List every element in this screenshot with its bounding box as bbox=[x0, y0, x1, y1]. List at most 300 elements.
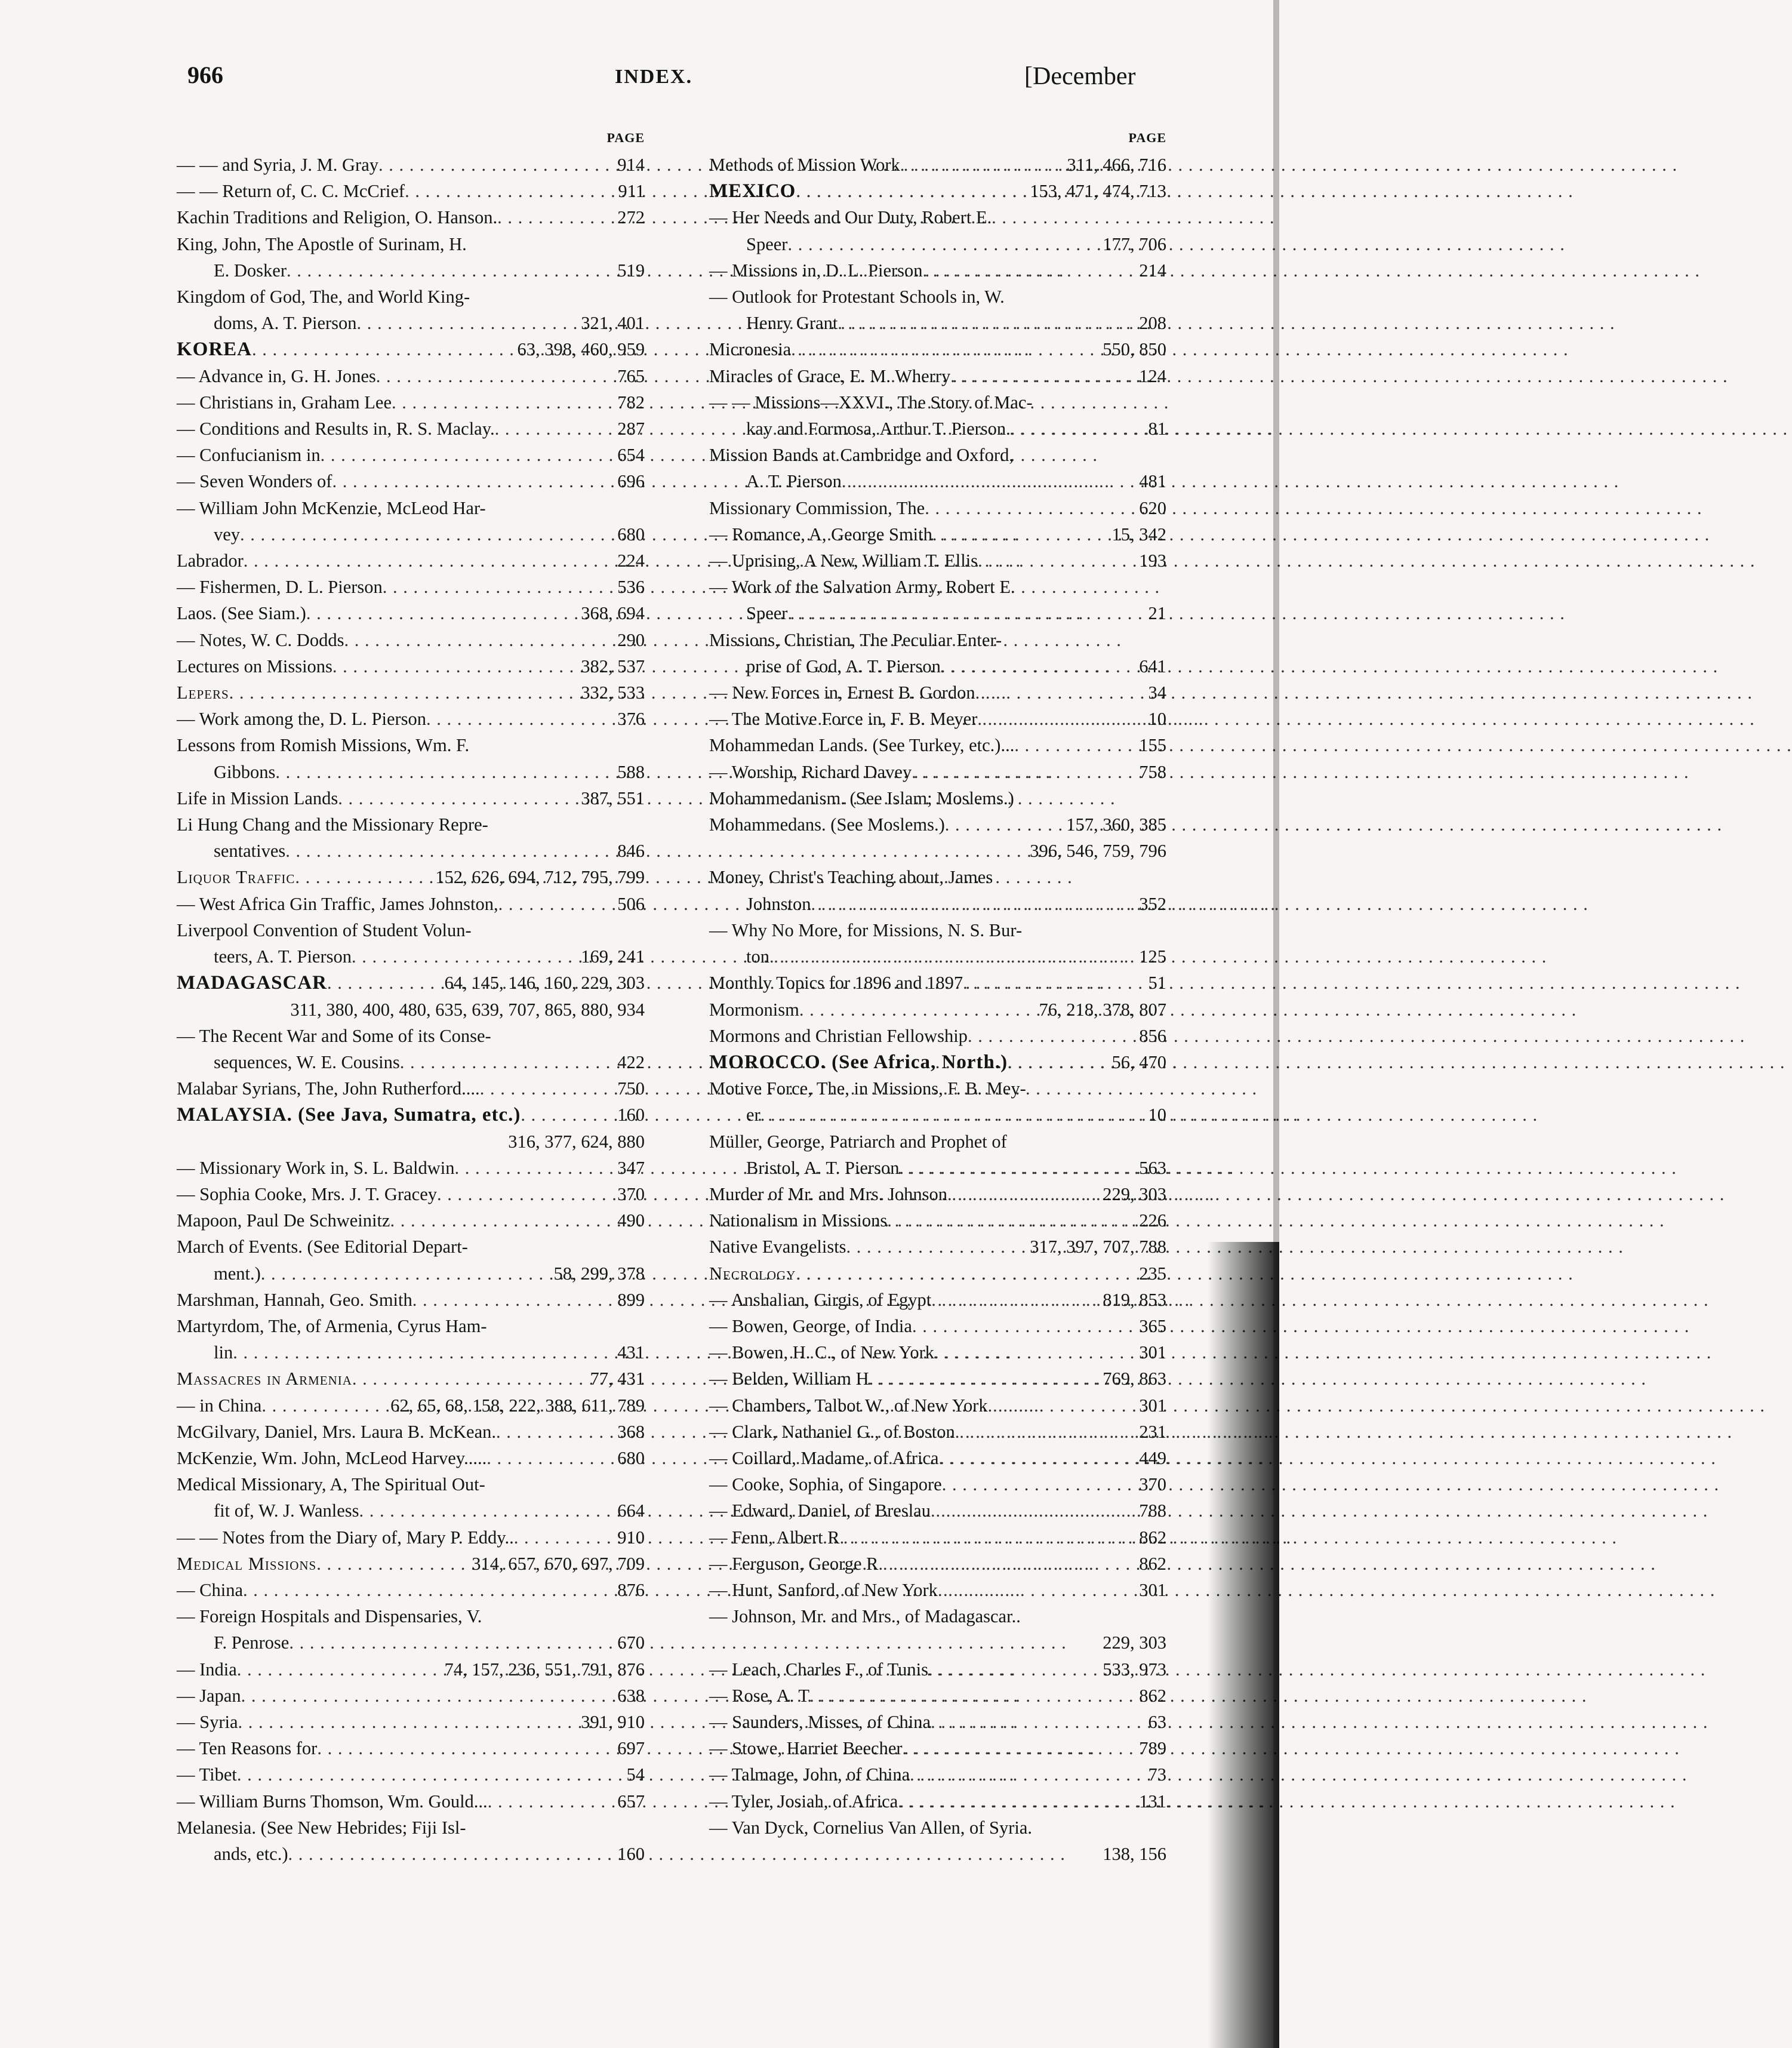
entry-heading: — China bbox=[177, 1579, 243, 1600]
entry-heading: Monthly Topics for 1896 and 1897 bbox=[709, 973, 963, 994]
entry-continuation-line bbox=[709, 1629, 1166, 1656]
entry-heading: — Stowe, Harriet Beecher bbox=[709, 1738, 903, 1759]
page-reference: 654 bbox=[617, 445, 645, 466]
entry-line bbox=[177, 1788, 645, 1815]
page-reference: 77, 431 bbox=[590, 1369, 645, 1389]
entry-line bbox=[177, 1683, 645, 1709]
page-reference: 789 bbox=[1139, 1738, 1166, 1759]
entry-continuation-line bbox=[177, 1260, 645, 1287]
entry-line bbox=[709, 1181, 1166, 1207]
page-reference: 314, 657, 670, 697, 709 bbox=[472, 1553, 645, 1574]
leader-dots bbox=[240, 521, 615, 548]
entry-heading: Missionary Commission, The bbox=[709, 497, 925, 518]
index-entry bbox=[709, 521, 1166, 548]
index-entry bbox=[709, 574, 1166, 626]
entry-heading: — — and Syria, J. M. Gray bbox=[177, 155, 379, 175]
leader-dots bbox=[899, 1155, 1137, 1181]
index-entry bbox=[709, 1709, 1166, 1735]
scan-shadow bbox=[1208, 1242, 1279, 2048]
index-entry bbox=[709, 1075, 1166, 1128]
entry-continuation-line bbox=[709, 891, 1166, 917]
entry-heading: — Tibet bbox=[177, 1764, 237, 1785]
leader-dots bbox=[1014, 732, 1137, 758]
entry-continuation-line bbox=[709, 943, 1166, 970]
leader-dots bbox=[306, 600, 578, 626]
entry-line bbox=[177, 1471, 645, 1497]
leader-dots bbox=[327, 970, 442, 996]
entry-line bbox=[177, 653, 645, 679]
entry-line bbox=[709, 811, 1166, 838]
entry-line bbox=[709, 1788, 1166, 1815]
page-column-label: PAGE bbox=[1128, 130, 1166, 145]
index-entry bbox=[709, 1815, 1166, 1867]
page-reference: 449 bbox=[1139, 1447, 1166, 1468]
page-reference: 160 bbox=[617, 1105, 645, 1126]
entry-line bbox=[709, 1234, 1166, 1260]
index-entry bbox=[177, 1366, 645, 1392]
leader-dots bbox=[237, 1761, 624, 1788]
index-entry bbox=[709, 1551, 1166, 1577]
page-reference: 387, 551 bbox=[581, 788, 645, 808]
leader-dots bbox=[838, 310, 1137, 336]
index-entry bbox=[709, 706, 1166, 732]
entry-line bbox=[177, 1181, 645, 1207]
index-entry bbox=[709, 1761, 1166, 1788]
entry-heading: — Foreign Hospitals and Dispensaries, V. bbox=[177, 1606, 482, 1627]
entry-continuation-line bbox=[709, 468, 1166, 494]
page-reference: 51 bbox=[1148, 973, 1166, 994]
leader-dots bbox=[495, 416, 615, 442]
entry-line bbox=[177, 1392, 645, 1419]
entry-heading: — Anshalian, Girgis, of Egypt bbox=[709, 1289, 932, 1310]
page-reference: 862 bbox=[1139, 1527, 1166, 1548]
index-entry bbox=[177, 389, 645, 416]
entry-line bbox=[709, 785, 1166, 811]
leader-dots bbox=[392, 389, 615, 416]
leader-dots bbox=[316, 1551, 469, 1577]
index-entry bbox=[177, 1207, 645, 1234]
leader-dots bbox=[910, 1761, 1146, 1788]
entry-heading: Marshman, Hannah, Geo. Smith bbox=[177, 1289, 412, 1310]
page-reference: 152, 626, 694, 712, 795, 799 bbox=[435, 867, 645, 888]
index-entry bbox=[177, 1392, 645, 1419]
index-entry bbox=[709, 1023, 1166, 1049]
index-entry bbox=[177, 1761, 645, 1788]
index-entry bbox=[709, 627, 1166, 679]
entry-line bbox=[177, 1603, 645, 1629]
entry-heading: Gibbons bbox=[214, 761, 276, 782]
index-entry bbox=[177, 416, 645, 442]
entry-heading: MOROCCO. (See Africa, North.) bbox=[709, 1051, 1008, 1073]
entry-heading: Money, Christ's Teaching about, James bbox=[709, 867, 993, 888]
entry-heading: Massacres in Armenia bbox=[177, 1369, 352, 1389]
entry-heading: — Van Dyck, Cornelius Van Allen, of Syria. bbox=[709, 1817, 1033, 1838]
page-reference: 15, 342 bbox=[1111, 524, 1166, 545]
page-reference: 229, 303 bbox=[1103, 1632, 1166, 1653]
entry-line bbox=[709, 257, 1166, 284]
page-reference: 332, 533 bbox=[581, 682, 645, 703]
page-reference: 911 bbox=[618, 181, 645, 202]
leader-dots bbox=[912, 759, 1137, 785]
entry-heading: — Ferguson, George R bbox=[709, 1553, 879, 1574]
page-reference: 63, 398, 460, 959 bbox=[517, 339, 645, 360]
leader-dots bbox=[1008, 1049, 1109, 1075]
entry-heading: — Sophia Cooke, Mrs. J. T. Gracey bbox=[177, 1183, 437, 1204]
index-entry bbox=[177, 653, 645, 679]
entry-heading: — New Forces in, Ernest B. Gordon bbox=[709, 682, 975, 703]
leader-dots bbox=[521, 1102, 615, 1128]
leader-dots bbox=[480, 1075, 615, 1102]
leader-dots bbox=[939, 1445, 1137, 1471]
index-entry bbox=[177, 679, 645, 706]
entry-heading: Müller, George, Patriarch and Prophet of bbox=[709, 1131, 1007, 1152]
entry-continuation-line bbox=[177, 1339, 645, 1366]
page-reference: 396, 546, 759, 796 bbox=[1030, 841, 1166, 862]
index-column-left bbox=[177, 130, 645, 1867]
leader-dots bbox=[496, 1419, 615, 1445]
page-reference: 226 bbox=[1139, 1210, 1166, 1231]
entry-heading: — — Return of, C. C. McCrief bbox=[177, 181, 405, 202]
entry-continuation-line bbox=[177, 521, 645, 548]
leader-dots bbox=[988, 1392, 1137, 1419]
leader-dots bbox=[332, 468, 615, 494]
entry-line bbox=[709, 204, 1166, 230]
leader-dots bbox=[244, 548, 615, 574]
entry-continuation-line bbox=[709, 1155, 1166, 1181]
leader-dots bbox=[791, 336, 1100, 362]
leader-dots bbox=[383, 574, 615, 600]
entry-heading: — Bowen, H. C., of New York bbox=[709, 1342, 935, 1363]
index-entry bbox=[709, 1788, 1166, 1815]
entry-line bbox=[709, 1339, 1166, 1366]
entry-line bbox=[177, 1761, 645, 1788]
entry-heading: Henry Grant bbox=[746, 313, 838, 334]
entry-heading: — The Recent War and Some of its Conse- bbox=[177, 1025, 491, 1046]
index-entry bbox=[709, 1419, 1166, 1445]
entry-heading: MEXICO bbox=[709, 180, 796, 202]
index-entry bbox=[177, 1102, 645, 1154]
entry-continuation-line bbox=[177, 1497, 645, 1524]
index-entry bbox=[709, 1735, 1166, 1761]
entry-heading: — Hunt, Sanford, of New York bbox=[709, 1579, 938, 1600]
leader-dots bbox=[842, 468, 1137, 494]
entry-heading: — Johnson, Mr. and Mrs., of Madagascar.. bbox=[709, 1606, 1021, 1627]
leader-dots bbox=[809, 1683, 1137, 1709]
leader-dots bbox=[275, 759, 615, 785]
page-reference: 10 bbox=[1148, 1105, 1166, 1126]
index-entry bbox=[177, 785, 645, 811]
leader-dots bbox=[252, 336, 515, 362]
leader-dots bbox=[238, 1709, 579, 1735]
entry-heading: sentatives bbox=[214, 841, 286, 862]
page-reference: 550, 850 bbox=[1103, 339, 1166, 360]
entry-heading: — — Missions—XXVI., The Story of Mac- bbox=[709, 392, 1033, 413]
entry-heading: Native Evangelists bbox=[709, 1237, 846, 1257]
page-reference: 680 bbox=[617, 524, 645, 545]
page-reference: 657 bbox=[617, 1791, 645, 1812]
leader-dots bbox=[925, 495, 1137, 521]
page-reference: 533, 973 bbox=[1103, 1659, 1166, 1680]
page-reference: 352 bbox=[1139, 893, 1166, 914]
index-column-right bbox=[709, 130, 1166, 1867]
entry-line bbox=[709, 917, 1166, 943]
index-entry bbox=[709, 1656, 1166, 1683]
entry-line bbox=[177, 1551, 645, 1577]
index-entry bbox=[709, 970, 1166, 996]
page-reference: 311, 466, 716 bbox=[1067, 155, 1166, 175]
leader-dots bbox=[344, 627, 615, 653]
leader-dots bbox=[285, 838, 615, 864]
entry-line bbox=[177, 1366, 645, 1392]
leader-dots bbox=[931, 1709, 1146, 1735]
page-reference: 765 bbox=[617, 365, 645, 386]
leader-dots bbox=[357, 310, 579, 336]
leader-dots bbox=[923, 257, 1137, 284]
page-reference: 301 bbox=[1139, 1395, 1166, 1416]
entry-line bbox=[709, 1366, 1166, 1392]
page-reference: 697 bbox=[617, 1738, 645, 1759]
leader-dots bbox=[903, 1735, 1137, 1761]
leader-dots bbox=[869, 1366, 1101, 1392]
leader-dots bbox=[288, 1841, 615, 1867]
index-entry bbox=[177, 1524, 645, 1551]
entry-line bbox=[177, 600, 645, 626]
page-reference: 536 bbox=[617, 577, 645, 598]
entry-heading: — Coillard, Madame, of Africa bbox=[709, 1447, 939, 1468]
entry-heading: vey bbox=[214, 524, 241, 545]
page-reference: 819, 853 bbox=[1103, 1289, 1166, 1310]
entry-continuation-line bbox=[709, 653, 1166, 679]
entry-line bbox=[709, 336, 1166, 362]
page-reference: 588 bbox=[617, 761, 645, 782]
entry-heading: kay and Formosa, Arthur T. Pierson. bbox=[746, 419, 1011, 439]
entry-heading: — Advance in, G. H. Jones bbox=[177, 365, 376, 386]
entry-heading: — Seven Wonders of bbox=[177, 471, 332, 492]
index-entry bbox=[177, 178, 645, 204]
index-entry bbox=[177, 1419, 645, 1445]
index-entry bbox=[709, 178, 1166, 204]
page-reference: 63 bbox=[1148, 1711, 1166, 1732]
page-reference: 34 bbox=[1148, 682, 1166, 703]
entry-line bbox=[177, 363, 645, 389]
page-reference: 680 bbox=[617, 1447, 645, 1468]
page-reference: 321, 401 bbox=[581, 313, 645, 334]
page-reference: 124 bbox=[1139, 365, 1166, 386]
index-entry bbox=[177, 574, 645, 600]
leader-dots bbox=[352, 943, 578, 970]
index-entry bbox=[709, 732, 1166, 758]
leader-dots bbox=[332, 653, 578, 679]
entry-line bbox=[177, 442, 645, 468]
index-entry bbox=[177, 1788, 645, 1815]
entry-line bbox=[177, 1735, 645, 1761]
page-reference: 758 bbox=[1139, 761, 1166, 782]
leader-dots bbox=[900, 152, 1065, 178]
entry-heading: — Edward, Daniel, of Breslau bbox=[709, 1500, 931, 1521]
entry-line bbox=[709, 759, 1166, 785]
index-entry bbox=[709, 442, 1166, 494]
entry-heading: ton bbox=[746, 946, 769, 967]
entry-heading: King, John, The Apostle of Surinam, H. bbox=[177, 233, 467, 254]
entry-heading: — Belden, William H bbox=[709, 1369, 869, 1389]
entry-heading: — Missionary Work in, S. L. Baldwin bbox=[177, 1157, 455, 1178]
entry-heading: Mormonism bbox=[709, 999, 799, 1020]
page-reference: 391, 910 bbox=[581, 1711, 645, 1732]
entry-continuation-line bbox=[709, 1102, 1166, 1128]
entry-line bbox=[709, 970, 1166, 996]
index-entry bbox=[177, 1603, 645, 1656]
entry-line bbox=[177, 1207, 645, 1234]
leader-dots bbox=[261, 1392, 388, 1419]
index-entry bbox=[177, 706, 645, 732]
entry-line bbox=[709, 1709, 1166, 1735]
entry-continuation-line bbox=[177, 838, 645, 864]
page-reference: 56, 470 bbox=[1111, 1051, 1166, 1072]
entry-heading: Liquor Traffic bbox=[177, 867, 295, 888]
page-reference: 862 bbox=[1139, 1553, 1166, 1574]
entry-heading: ment.) bbox=[214, 1263, 261, 1284]
index-entry bbox=[709, 1577, 1166, 1603]
page-reference: 370 bbox=[1139, 1474, 1166, 1495]
entry-heading: March of Events. (See Editorial Depart- bbox=[177, 1237, 468, 1257]
index-entry bbox=[177, 231, 645, 284]
entry-line bbox=[177, 548, 645, 574]
entry-heading: — Her Needs and Our Duty, Robert E. bbox=[709, 207, 992, 228]
page-reference: 519 bbox=[617, 260, 645, 281]
entry-heading: — West Africa Gin Traffic, James Johnston, bbox=[177, 893, 498, 914]
index-entry bbox=[709, 204, 1166, 257]
entry-line bbox=[177, 231, 645, 257]
entry-heading: — India bbox=[177, 1659, 237, 1680]
page-reference: 272 bbox=[617, 207, 645, 228]
entry-heading: Martyrdom, The, of Armenia, Cyrus Ham- bbox=[177, 1315, 487, 1336]
page-reference: 769, 863 bbox=[1103, 1369, 1166, 1389]
entry-line bbox=[177, 679, 645, 706]
index-entry bbox=[709, 997, 1166, 1023]
leader-dots bbox=[514, 1524, 615, 1551]
entry-line bbox=[709, 1735, 1166, 1761]
index-entry bbox=[709, 864, 1166, 917]
index-entry bbox=[709, 1287, 1166, 1313]
leader-dots bbox=[955, 1419, 1137, 1445]
page-reference: 160 bbox=[617, 1844, 645, 1864]
entry-heading: — Cooke, Sophia, of Singapore bbox=[709, 1474, 942, 1495]
page-reference: 620 bbox=[1139, 497, 1166, 518]
entry-heading: Miracles of Grace, E. M. Wherry bbox=[709, 365, 951, 386]
entry-heading: Lepers bbox=[177, 682, 229, 703]
entry-heading: — Conditions and Results in, R. S. Maclay. bbox=[177, 419, 495, 439]
entry-line bbox=[177, 811, 645, 838]
index-entry bbox=[709, 1234, 1166, 1260]
entry-heading: KOREA bbox=[177, 339, 253, 361]
entry-line bbox=[709, 363, 1166, 389]
entry-line bbox=[177, 1445, 645, 1471]
index-entry bbox=[709, 1128, 1166, 1181]
entry-line bbox=[177, 1234, 645, 1260]
entry-heading: Liverpool Convention of Student Volun- bbox=[177, 920, 472, 940]
section-title: [December bbox=[1024, 63, 1136, 90]
leader-dots bbox=[233, 1339, 615, 1366]
entry-heading: Necrology bbox=[709, 1263, 796, 1284]
index-entry bbox=[709, 336, 1166, 362]
entry-line bbox=[709, 1497, 1166, 1524]
index-entry bbox=[709, 1181, 1166, 1207]
leader-dots bbox=[390, 1207, 615, 1234]
entry-heading: Mormons and Christian Fellowship bbox=[709, 1025, 968, 1046]
entry-heading: er bbox=[746, 1105, 760, 1126]
entry-line bbox=[177, 785, 645, 811]
page-reference: 157, 360, 385 bbox=[1066, 814, 1166, 835]
page-reference: 301 bbox=[1139, 1342, 1166, 1363]
entry-heading: Labrador bbox=[177, 551, 244, 571]
page-reference: 125 bbox=[1139, 946, 1166, 967]
entry-line bbox=[709, 1471, 1166, 1497]
entry-line bbox=[177, 416, 645, 442]
leader-dots bbox=[376, 363, 615, 389]
entry-heading: Laos. (See Siam.) bbox=[177, 603, 306, 624]
leader-dots bbox=[488, 1788, 615, 1815]
page-reference: 316, 377, 624, 880 bbox=[508, 1131, 645, 1152]
index-entry bbox=[177, 1551, 645, 1577]
index-entry bbox=[177, 1471, 645, 1524]
entry-continuation-line bbox=[709, 600, 1166, 626]
entry-line bbox=[177, 1155, 645, 1181]
page-reference: 638 bbox=[617, 1685, 645, 1706]
index-entry bbox=[177, 732, 645, 785]
index-entry bbox=[709, 1366, 1166, 1392]
page-reference: 10 bbox=[1148, 709, 1166, 730]
entry-line bbox=[709, 997, 1166, 1023]
index-entry bbox=[709, 495, 1166, 521]
page-number: 966 bbox=[187, 61, 223, 88]
entry-heading: E. Dosker bbox=[214, 260, 287, 281]
entry-line bbox=[709, 574, 1166, 600]
leader-dots bbox=[769, 943, 1137, 970]
index-entry bbox=[177, 970, 645, 1022]
leader-dots bbox=[787, 231, 1100, 257]
entry-line bbox=[177, 970, 645, 996]
entry-continuation-line bbox=[177, 997, 645, 1023]
page-reference: 914 bbox=[617, 155, 645, 175]
index-entry bbox=[709, 1471, 1166, 1497]
page-reference: 490 bbox=[617, 1210, 645, 1231]
leader-dots bbox=[317, 1735, 615, 1761]
entry-line bbox=[177, 627, 645, 653]
index-entry bbox=[177, 336, 645, 362]
leader-dots bbox=[352, 1366, 588, 1392]
entry-heading: McGilvary, Daniel, Mrs. Laura B. McKean. bbox=[177, 1421, 497, 1442]
page-reference: 54 bbox=[626, 1764, 645, 1785]
leader-dots bbox=[412, 1287, 615, 1313]
entry-heading: — Talmage, John, of China bbox=[709, 1764, 910, 1785]
index-entry bbox=[709, 1260, 1166, 1287]
entry-heading: Malabar Syrians, The, John Rutherford.... bbox=[177, 1078, 480, 1099]
page-reference: 58, 299, 378 bbox=[553, 1263, 645, 1284]
entry-continuation-line bbox=[177, 943, 645, 970]
entry-line bbox=[709, 1075, 1166, 1102]
leader-dots bbox=[942, 1471, 1137, 1497]
index-entry bbox=[177, 204, 645, 230]
leader-dots bbox=[796, 1260, 1137, 1287]
leader-dots bbox=[968, 1023, 1137, 1049]
page-reference: 910 bbox=[617, 1527, 645, 1548]
entry-heading: — Romance, A, George Smith bbox=[709, 524, 932, 545]
index-entry bbox=[177, 152, 645, 178]
leader-dots bbox=[400, 1049, 615, 1075]
index-entry bbox=[177, 1815, 645, 1867]
leader-dots bbox=[931, 1497, 1137, 1524]
entry-heading: — Work of the Salvation Army, Robert E. bbox=[709, 577, 1015, 598]
